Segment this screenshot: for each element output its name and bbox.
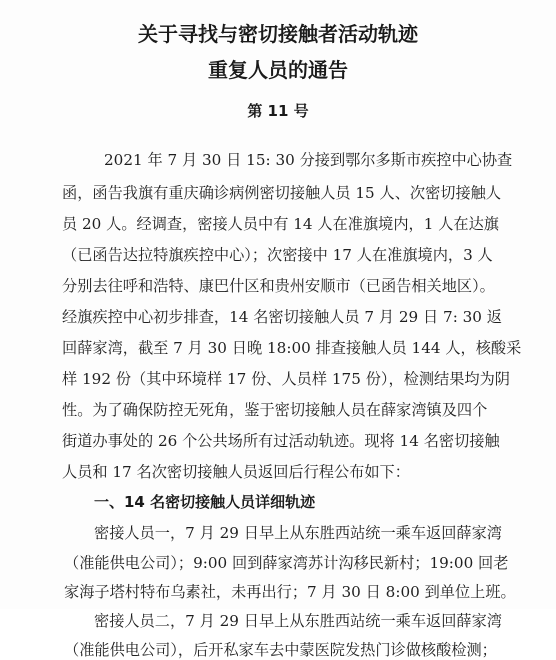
body-line: 分别去往呼和浩特、康巴什区和贵州安顺市（已函告相关地区）。 (62, 277, 495, 295)
body-line: 人员和 17 名次密切接触人员返回后行程公布如下： (62, 463, 410, 481)
detail-line: （准能供电公司），后开私家车去中蒙医院发热门诊做核酸检测； (64, 641, 497, 659)
body-line: 街道办事处的 26 个公共场所有过活动轨迹。现将 14 名密切接触 (62, 432, 500, 450)
body-line: 2021 年 7 月 30 日 15: 30 分接到鄂尔多斯市疾控中心协查 (104, 151, 513, 169)
body-line: 经旗疾控中心初步排查，14 名密切接触人员 7 月 29 日 7: 30 返 (62, 308, 502, 326)
body-line: （已函告达拉特旗疾控中心）；次密接中 17 人在准旗境内，3 人 (62, 246, 493, 264)
detail-line: 密接人员一，7 月 29 日早上从东胜西站统一乘车返回薛家湾 (94, 524, 502, 542)
section-heading: 一、14 名密切接触人员详细轨迹 (94, 493, 316, 511)
detail-line: （准能供电公司）；9:00 回到薛家湾苏计沟移民新村；19:00 回老 (64, 554, 509, 572)
notice-number: 第 11 号 (247, 102, 309, 120)
body-line: 函，函告我旗有重庆确诊病例密切接触人员 15 人、次密切接触人 (62, 184, 502, 202)
body-line: 员 20 人。经调查，密接人员中有 14 人在准旗境内，1 人在达旗 (62, 215, 499, 233)
notice-title-line2: 重复人员的通告 (208, 58, 348, 82)
detail-line: 密接人员二，7 月 29 日早上从东胜西站统一乘车返回薛家湾 (94, 612, 502, 630)
body-line: 性。为了确保防控无死角，鉴于密切接触人员在薛家湾镇及四个 (62, 401, 488, 419)
body-line: 样 192 份（其中环境样 17 份、人员样 175 份），检测结果均为阴 (62, 370, 510, 388)
detail-line: 家海子塔村特布乌素社，未再出行；7 月 30 日 8:00 到单位上班。 (64, 583, 516, 601)
body-line: 回薛家湾，截至 7 月 30 日晚 18:00 排查接触人员 144 人，核酸采 (62, 339, 522, 357)
notice-title-line1: 关于寻找与密切接触者活动轨迹 (138, 22, 418, 46)
